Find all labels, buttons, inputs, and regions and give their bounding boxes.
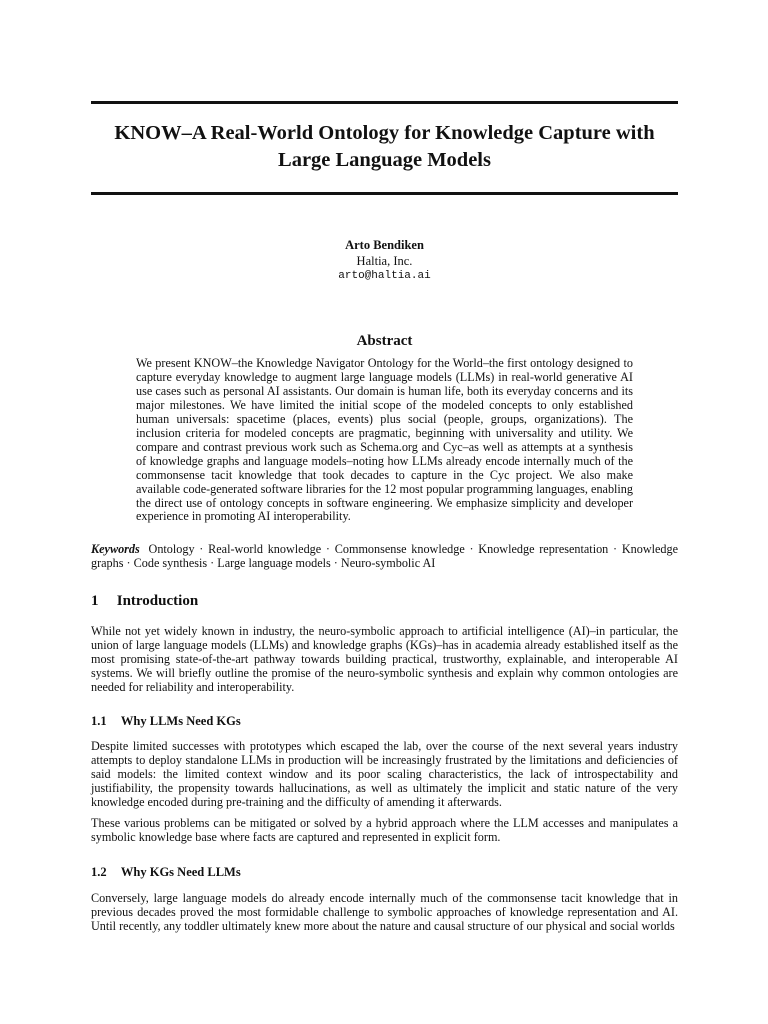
paper-title: KNOW–A Real-World Ontology for Knowledge Capture with Large Language Models bbox=[114, 122, 655, 171]
section-title: Introduction bbox=[116, 593, 199, 609]
author-block bbox=[91, 237, 678, 284]
title-top-rule bbox=[91, 101, 678, 104]
paragraph: Despite limited successes with prototypes which escaped the lab, over the course of the next several years industry attempts to deploy standalone LLMs in production will be increasingly frustrated by the limitations and deficiencies of said models: the limited context window and its poor scaling characteristics, the lack of introspectability and justifiability, the propensity towards hallucinations, as well as ultimately the implicit and static nature of the very knowledge encoded during pre-training and the difficulty of amending it afterwards. bbox=[91, 739, 678, 809]
author-email: arto@haltia.ai bbox=[338, 270, 431, 282]
subsection-heading bbox=[91, 864, 241, 880]
subsection-title: Why LLMs Need KGs bbox=[120, 714, 241, 728]
subsection-number: 1.2 bbox=[91, 865, 107, 879]
keywords-label: Keywords bbox=[91, 542, 140, 556]
keywords-list: Ontology · Real-world knowledge · Commonsense knowledge · Knowledge representation · Knowledge graphs · Code synthesis · Large language models · Neuro-symbolic AI bbox=[91, 542, 679, 570]
subsection-title: Why KGs Need LLMs bbox=[120, 865, 241, 879]
subsection-number: 1.1 bbox=[91, 714, 107, 728]
subsection-heading bbox=[91, 713, 241, 729]
keywords-block bbox=[91, 542, 678, 570]
paragraph: Conversely, large language models do already encode internally much of the commonsense tacit knowledge that in previous decades proved the most formidable challenge to symbolic approaches of knowledge representation and AI. Until recently, any toddler ultimately knew more about the nature and causal structure of our physical and social worlds bbox=[91, 891, 678, 933]
abstract-text: We present KNOW–the Knowledge Navigator Ontology for the World–the first ontology designed to capture everyday knowledge to augment large language models (LLMs) in real-world generative AI use cases such as personal AI assistants. Our domain is human life, both its everyday concerns and its major milestones. We have limited the initial scope of the modeled concepts to only established human universals: spacetime (places, events) plus social (people, groups, organizations). The inclusion criteria for modeled concepts are pragmatic, beginning with universality and utility. We compare and contrast previous work such as Schema.org and Cyc–as well as attempts at a synthesis of knowledge graphs and language models–noting how LLMs already encode internally much of the commonsense tacit knowledge that took decades to capture in the Cyc project. We also make available code-generated software libraries for the 12 most popular programming languages, enabling the direct use of ontology concepts in software engineering. We emphasize simplicity and developer experience in promoting AI interoperability. bbox=[136, 356, 633, 524]
paragraph: These various problems can be mitigated or solved by a hybrid approach where the LLM accesses and manipulates a symbolic knowledge base where facts are captured and represented in explicit form. bbox=[91, 816, 678, 844]
author-name: Arto Bendiken bbox=[345, 238, 424, 252]
section-number: 1 bbox=[91, 593, 99, 609]
title-bottom-rule bbox=[91, 192, 678, 195]
abstract-heading: Abstract bbox=[356, 333, 413, 349]
author-affiliation: Haltia, Inc. bbox=[356, 254, 413, 268]
paragraph: While not yet widely known in industry, the neuro-symbolic approach to artificial intelligence (AI)–in particular, the union of large language models (LLMs) and knowledge graphs (KGs)–has in academia already established itself as the most promising state-of-the-art pathway towards building practical, trustworthy, explainable, and interoperable AI systems. We will briefly outline the promise of the neuro-symbolic synthesis and explain why common ontologies are needed for reliability and interoperability. bbox=[91, 624, 678, 694]
section-heading bbox=[91, 591, 198, 611]
